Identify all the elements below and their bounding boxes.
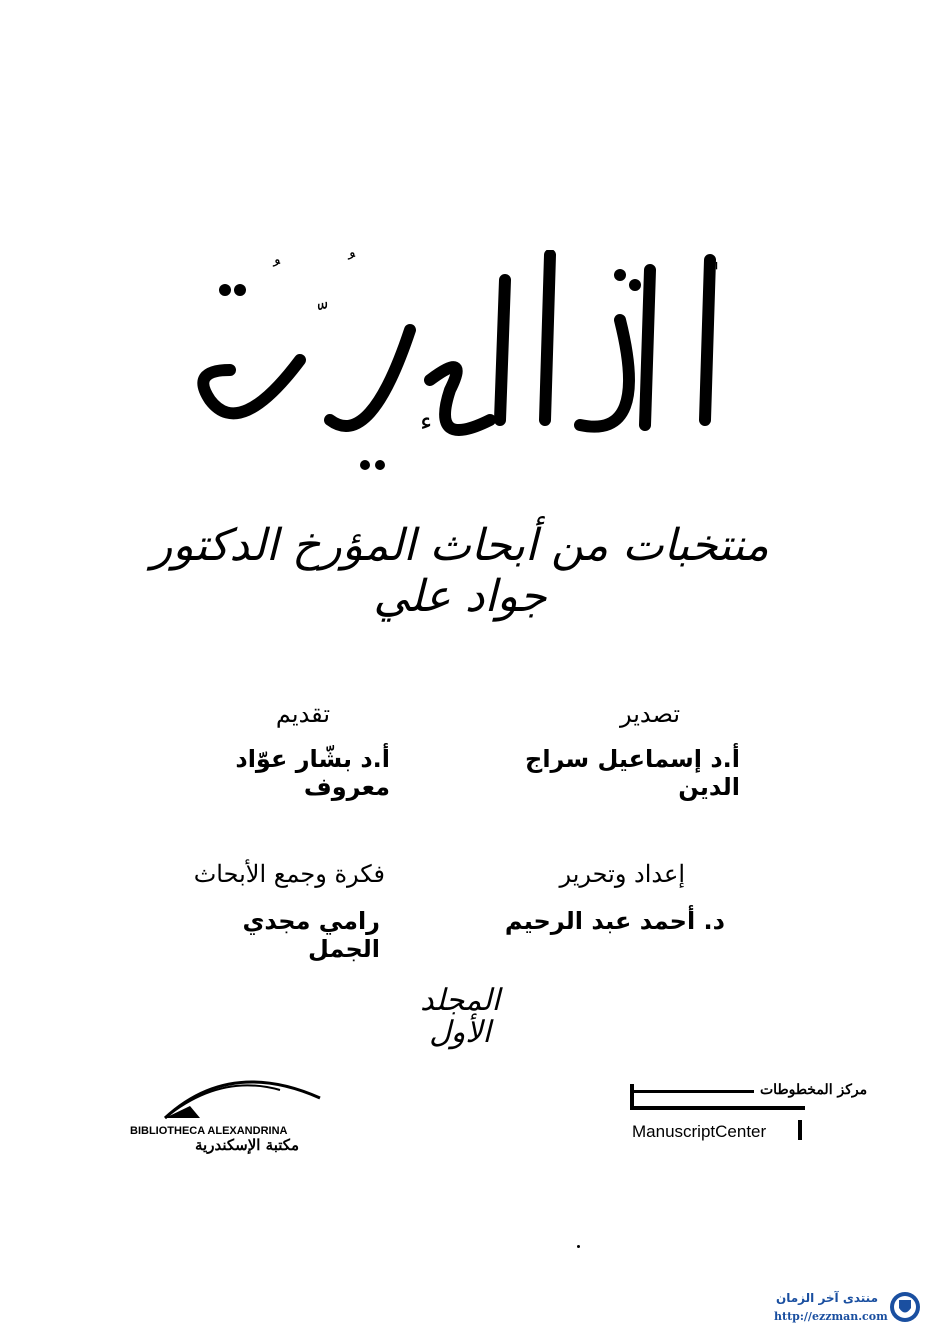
svg-text:ء: ء [420, 407, 433, 437]
svg-text:ُ [347, 252, 356, 260]
idea-label: فكرة وجمع الأبحاث [193, 860, 385, 888]
volume-label [420, 985, 500, 1049]
idea-name: رامي مجدي الجمل [242, 907, 380, 963]
book-subtitle: منتخبات من أبحاث المؤرخ الدكتور جواد علي [151, 520, 769, 622]
foreword-label: تصدير [619, 700, 680, 728]
editor-name: د. أحمد عبد الرحيم [504, 907, 725, 935]
page-dot [577, 1245, 580, 1248]
watermark-shield-icon [888, 1290, 922, 1324]
volume-line1: المجلد [420, 983, 500, 1018]
volume-line2: الأول [429, 1015, 491, 1050]
book-title [150, 250, 750, 480]
manuscript-center-en: ManuscriptCenter [632, 1122, 767, 1141]
editor-label: إعداد وتحرير [559, 860, 685, 888]
manuscript-center-ar: مركز المخطوطات [760, 1082, 868, 1098]
intro-name: أ.د بشّار عوّاد معروف [235, 745, 390, 801]
watermark-url[interactable]: http://ezzman.com [774, 1310, 888, 1323]
bibliotheca-name-ar: مكتبة الإسكندرية [195, 1136, 300, 1154]
bibliotheca-name-en: BIBLIOTHECA ALEXANDRINA [130, 1125, 288, 1137]
foreword-name: أ.د إسماعيل سراج الدين [525, 745, 740, 801]
svg-text:ّ [317, 301, 328, 311]
watermark-site-name: منتدى آخر الزمان [776, 1291, 878, 1305]
svg-text:ُ [272, 259, 281, 267]
intro-label: تقديم [275, 700, 330, 728]
